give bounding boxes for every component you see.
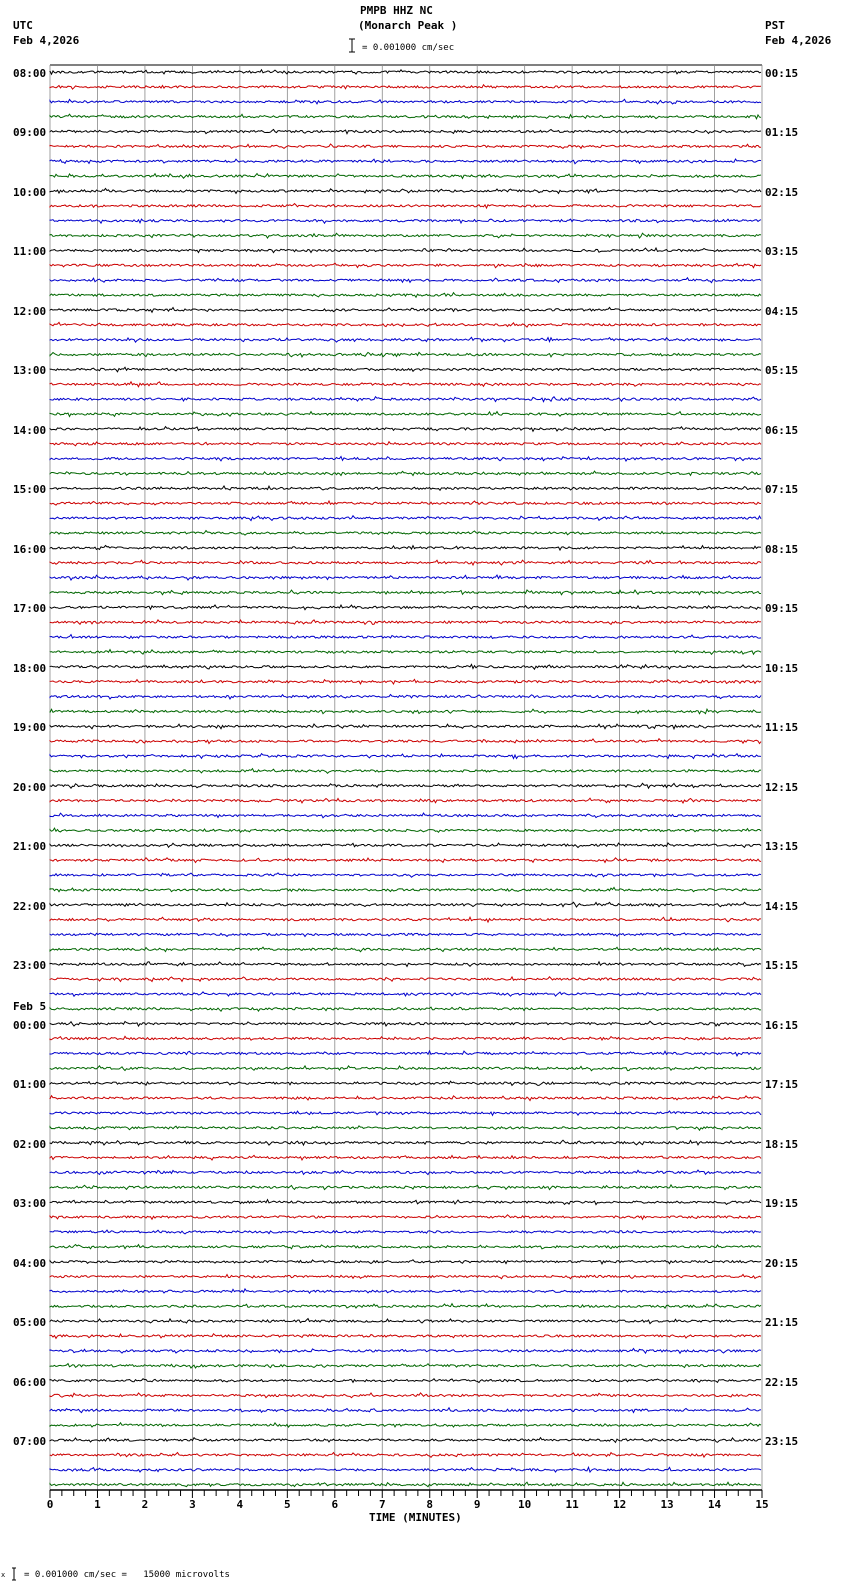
seismic-trace (50, 650, 761, 655)
seismic-trace (50, 1096, 761, 1101)
utc-hour-label: 02:00 (13, 1137, 47, 1151)
seismic-trace (50, 130, 761, 134)
x-tick-label: 4 (236, 1498, 244, 1511)
seismic-trace (50, 144, 761, 148)
seismic-trace (50, 1230, 761, 1234)
seismic-trace (50, 977, 761, 982)
seismic-trace (50, 248, 761, 253)
utc-hour-label: 13:00 (13, 364, 47, 378)
pst-hour-label: 19:15 (765, 1197, 799, 1211)
x-tick-label: 9 (473, 1498, 481, 1511)
seismic-trace (50, 204, 761, 209)
seismic-trace (50, 1379, 761, 1383)
scale-bar-icon (349, 39, 355, 52)
pst-hour-label: 00:15 (765, 67, 799, 80)
seismic-trace (50, 382, 761, 387)
seismic-trace (50, 233, 761, 238)
utc-hour-label: 15:00 (13, 483, 47, 497)
seismic-trace (50, 219, 761, 223)
seismic-trace (50, 516, 761, 521)
seismic-trace (50, 367, 761, 372)
pst-hour-label: 17:15 (765, 1078, 799, 1092)
x-tick-label: 15 (755, 1498, 769, 1511)
seismic-trace (50, 278, 761, 283)
seismic-trace (50, 501, 761, 505)
seismic-trace (50, 695, 761, 700)
pst-hour-label: 09:15 (765, 602, 799, 616)
station-title: PMPB HHZ NC (360, 4, 433, 17)
utc-hour-label: 11:00 (13, 245, 47, 259)
seismic-trace (50, 174, 761, 179)
seismic-trace (50, 308, 761, 313)
x-tick-label: 10 (518, 1498, 532, 1511)
seismic-trace (50, 754, 761, 759)
pst-hour-label: 23:15 (765, 1435, 799, 1449)
seismic-trace (50, 933, 761, 937)
pst-hour-label: 21:15 (765, 1316, 799, 1330)
pst-hour-label: 11:15 (765, 721, 799, 735)
seismic-trace (50, 531, 761, 536)
seismic-trace (50, 1140, 761, 1145)
footer-marker: x (1, 1571, 6, 1579)
seismic-trace (50, 352, 761, 357)
x-tick-label: 0 (46, 1498, 54, 1511)
seismic-trace (50, 873, 761, 877)
seismic-trace (50, 1215, 761, 1220)
seismic-trace (50, 337, 761, 342)
x-tick-label: 12 (612, 1498, 627, 1511)
utc-hour-label: 19:00 (13, 721, 47, 735)
x-tick-label: 14 (707, 1498, 722, 1511)
utc-hour-label: 23:00 (13, 959, 47, 973)
pst-hour-label: 10:15 (765, 661, 799, 675)
seismic-trace (50, 114, 761, 119)
seismic-trace (50, 70, 761, 74)
pst-hour-label: 18:15 (765, 1137, 799, 1151)
seismic-trace (50, 664, 761, 669)
seismic-trace (50, 769, 761, 774)
seismic-trace (50, 590, 761, 595)
seismic-trace (50, 1081, 761, 1085)
seismic-trace (50, 1260, 761, 1264)
utc-hour-label: 05:00 (13, 1316, 47, 1330)
utc-hour-label: 16:00 (13, 542, 47, 556)
seismic-trace (50, 427, 761, 432)
pst-hour-label: 08:15 (765, 542, 799, 556)
x-axis-label: TIME (MINUTES) (369, 1511, 462, 1524)
utc-hour-label: 18:00 (13, 661, 47, 675)
seismic-trace (50, 828, 761, 832)
seismic-trace (50, 1066, 761, 1071)
pst-hour-label: 01:15 (765, 126, 799, 140)
seismic-trace (50, 783, 761, 788)
seismic-trace (50, 1304, 761, 1308)
seismic-trace (50, 560, 761, 565)
utc-hour-label: 00:00 (13, 1018, 47, 1032)
seismic-trace (50, 1319, 761, 1324)
seismic-trace (50, 486, 761, 490)
seismic-trace (50, 724, 761, 729)
seismic-trace (50, 322, 761, 327)
pst-hour-label: 22:15 (765, 1375, 799, 1389)
utc-hour-label: 06:00 (13, 1375, 47, 1389)
x-tick-label: 7 (378, 1498, 386, 1511)
seismic-trace (50, 1200, 761, 1205)
pst-hour-label: 13:15 (765, 840, 799, 854)
seismic-trace (50, 798, 761, 803)
x-tick-label: 2 (141, 1498, 149, 1511)
utc-hour-label: 17:00 (13, 602, 47, 616)
seismic-trace (50, 843, 761, 848)
seismic-trace (50, 1482, 761, 1487)
scale-label: = 0.001000 cm/sec (362, 43, 455, 53)
utc-hour-label: 04:00 (13, 1256, 47, 1270)
pst-hour-label: 20:15 (765, 1256, 799, 1270)
seismic-trace (50, 263, 761, 268)
seismic-trace (50, 605, 761, 610)
seismic-trace (50, 1007, 761, 1011)
seismic-trace (50, 1021, 761, 1026)
seismic-trace (50, 1051, 761, 1056)
seismic-trace (50, 813, 761, 818)
right-timezone: PST (765, 19, 785, 32)
seismic-trace (50, 1364, 761, 1368)
seismic-trace (50, 887, 761, 891)
seismic-trace (50, 858, 761, 863)
seismic-trace (50, 1170, 761, 1175)
footer-scale-label: = 0.001000 cm/sec = 15000 microvolts (24, 1570, 230, 1580)
seismic-trace (50, 457, 761, 462)
seismic-trace (50, 293, 761, 298)
pst-hour-label: 05:15 (765, 364, 799, 378)
seismic-trace (50, 739, 761, 744)
pst-hour-label: 12:15 (765, 780, 799, 794)
x-tick-label: 1 (94, 1498, 101, 1511)
x-tick-label: 13 (660, 1498, 674, 1511)
utc-hour-label: 22:00 (13, 899, 47, 913)
seismic-trace (50, 99, 761, 104)
utc-hour-label: 21:00 (13, 840, 47, 854)
pst-hour-label: 03:15 (765, 245, 799, 259)
utc-hour-label: 03:00 (13, 1197, 47, 1211)
seismic-trace (50, 159, 761, 164)
seismic-trace (50, 471, 761, 475)
seismic-trace (50, 992, 761, 996)
utc-hour-label: 10:00 (13, 185, 47, 199)
seismic-trace (50, 679, 761, 684)
seismic-trace (50, 1467, 761, 1472)
x-tick-label: 5 (284, 1498, 291, 1511)
pst-hour-label: 15:15 (765, 959, 799, 973)
x-tick-label: 11 (565, 1498, 579, 1511)
utc-hour-label: 01:00 (13, 1078, 47, 1092)
seismic-trace (50, 1438, 761, 1443)
seismic-trace (50, 902, 761, 907)
pst-hour-label: 06:15 (765, 423, 799, 437)
seismic-trace (50, 85, 761, 89)
seismic-trace (50, 1334, 761, 1339)
station-location: (Monarch Peak ) (358, 19, 458, 32)
utc-hour-label: 20:00 (13, 780, 47, 794)
pst-hour-label: 16:15 (765, 1018, 799, 1032)
pst-hour-label: 02:15 (765, 185, 799, 199)
seismic-trace (50, 1453, 761, 1458)
utc-hour-label: 14:00 (13, 423, 47, 437)
pst-hour-label: 14:15 (765, 899, 799, 913)
pst-hour-label: 07:15 (765, 483, 799, 497)
seismic-trace (50, 1185, 761, 1190)
seismic-trace (50, 709, 761, 714)
seismic-trace (50, 412, 761, 417)
seismic-trace (50, 1423, 761, 1427)
seismic-trace (50, 1245, 761, 1249)
seismic-trace (50, 397, 761, 402)
seismic-trace (50, 1289, 761, 1293)
pst-hour-label: 04:15 (765, 304, 799, 318)
left-date: Feb 4,2026 (13, 34, 80, 47)
x-tick-label: 6 (331, 1498, 339, 1511)
utc-hour-label: 09:00 (13, 126, 47, 140)
seismic-trace (50, 189, 761, 194)
seismic-trace (50, 1349, 761, 1354)
seismic-trace (50, 1155, 761, 1160)
seismic-trace (50, 947, 761, 952)
seismic-trace (50, 1036, 761, 1040)
seismic-trace (50, 1126, 761, 1130)
x-tick-label: 3 (189, 1498, 196, 1511)
seismic-trace (50, 917, 761, 922)
seismic-trace (50, 962, 761, 967)
x-tick-label: 8 (426, 1498, 434, 1511)
right-date: Feb 4,2026 (765, 34, 832, 47)
seismic-trace (50, 575, 761, 580)
seismic-trace (50, 1111, 761, 1115)
seismic-trace (50, 546, 761, 551)
seismic-trace (50, 1408, 761, 1413)
utc-hour-label: 08:00 (13, 67, 47, 80)
seismic-trace (50, 620, 761, 625)
date-change-label: Feb 5 (13, 1000, 47, 1013)
seismic-trace (50, 442, 761, 447)
utc-hour-label: 07:00 (13, 1435, 47, 1449)
seismic-trace (50, 1275, 761, 1279)
utc-hour-label: 12:00 (13, 304, 47, 318)
footer-scale-bar-icon (12, 1568, 16, 1580)
seismic-trace (50, 635, 761, 639)
left-timezone: UTC (13, 19, 33, 32)
seismic-trace (50, 1393, 761, 1398)
